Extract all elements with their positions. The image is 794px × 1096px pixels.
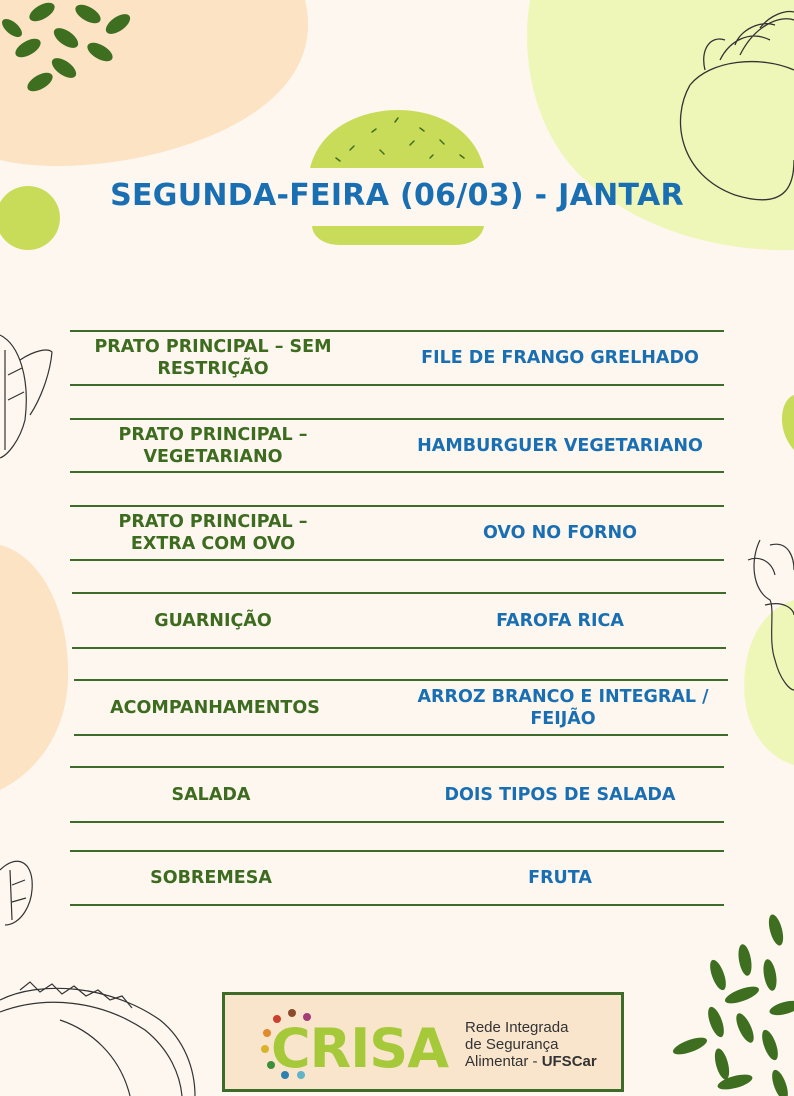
menu-row bbox=[74, 679, 728, 736]
menu-row-value bbox=[400, 347, 720, 369]
menu-row-value bbox=[400, 610, 720, 632]
menu-row-label-line: RESTRIÇÃO bbox=[157, 359, 269, 379]
crisa-logo: CRISA bbox=[271, 1017, 448, 1080]
menu-row-label bbox=[68, 610, 358, 632]
org-line-3 bbox=[465, 1053, 597, 1070]
menu-row bbox=[70, 418, 724, 473]
menu-row bbox=[70, 850, 724, 906]
menu-row-value-line: FRUTA bbox=[528, 868, 592, 888]
menu-row-label-line: PRATO PRINCIPAL – bbox=[118, 512, 308, 532]
menu-row-label-line: SOBREMESA bbox=[150, 868, 272, 888]
org-line-3-bold: UFSCar bbox=[541, 1053, 597, 1070]
menu-row-value bbox=[403, 686, 723, 730]
menu-row bbox=[70, 505, 724, 561]
menu-row-label-line: EXTRA COM OVO bbox=[130, 534, 296, 554]
footer-logo-box bbox=[222, 992, 624, 1092]
menu-row bbox=[70, 766, 724, 823]
menu-row-value bbox=[400, 435, 720, 457]
menu-row-label bbox=[68, 511, 358, 555]
menu-row-value-line: HAMBURGUER VEGETARIANO bbox=[417, 435, 703, 456]
menu-row-value-line: FEIJÃO bbox=[530, 708, 596, 729]
menu-row-value bbox=[400, 784, 720, 806]
org-line-2: de Segurança bbox=[465, 1036, 559, 1053]
menu-row-value-line: FAROFA RICA bbox=[496, 610, 624, 631]
menu-row-value-line: ARROZ BRANCO E INTEGRAL / bbox=[417, 686, 709, 707]
page-title: SEGUNDA-FEIRA (06/03) - JANTAR bbox=[110, 178, 684, 213]
menu-row-value bbox=[400, 522, 720, 544]
menu-row-value-line: FILE DE FRANGO GRELHADO bbox=[421, 348, 699, 368]
menu-row-value-line: DOIS TIPOS DE SALADA bbox=[444, 784, 676, 805]
menu-row-label bbox=[70, 697, 360, 719]
menu-row-label bbox=[68, 424, 358, 468]
menu-row-label-line: ACOMPANHAMENTOS bbox=[110, 697, 320, 718]
menu-row-label-line: VEGETARIANO bbox=[143, 446, 283, 467]
menu-row bbox=[72, 592, 726, 649]
menu-row-value bbox=[400, 867, 720, 889]
menu-row-label-line: PRATO PRINCIPAL – SEM bbox=[94, 337, 332, 357]
org-line-3-text: Alimentar - bbox=[465, 1053, 542, 1070]
menu-row bbox=[70, 330, 724, 386]
menu-row-label-line: PRATO PRINCIPAL – bbox=[118, 424, 308, 445]
org-line-1: Rede Integrada bbox=[465, 1019, 569, 1036]
menu-row-label-line: GUARNIÇÃO bbox=[154, 610, 272, 631]
menu-row-value-line: OVO NO FORNO bbox=[482, 523, 638, 543]
org-name bbox=[465, 1019, 597, 1070]
menu-row-label bbox=[66, 867, 356, 889]
menu-row-label-line: SALADA bbox=[171, 784, 251, 805]
menu-row-label bbox=[68, 336, 358, 380]
menu-row-label bbox=[66, 784, 356, 806]
